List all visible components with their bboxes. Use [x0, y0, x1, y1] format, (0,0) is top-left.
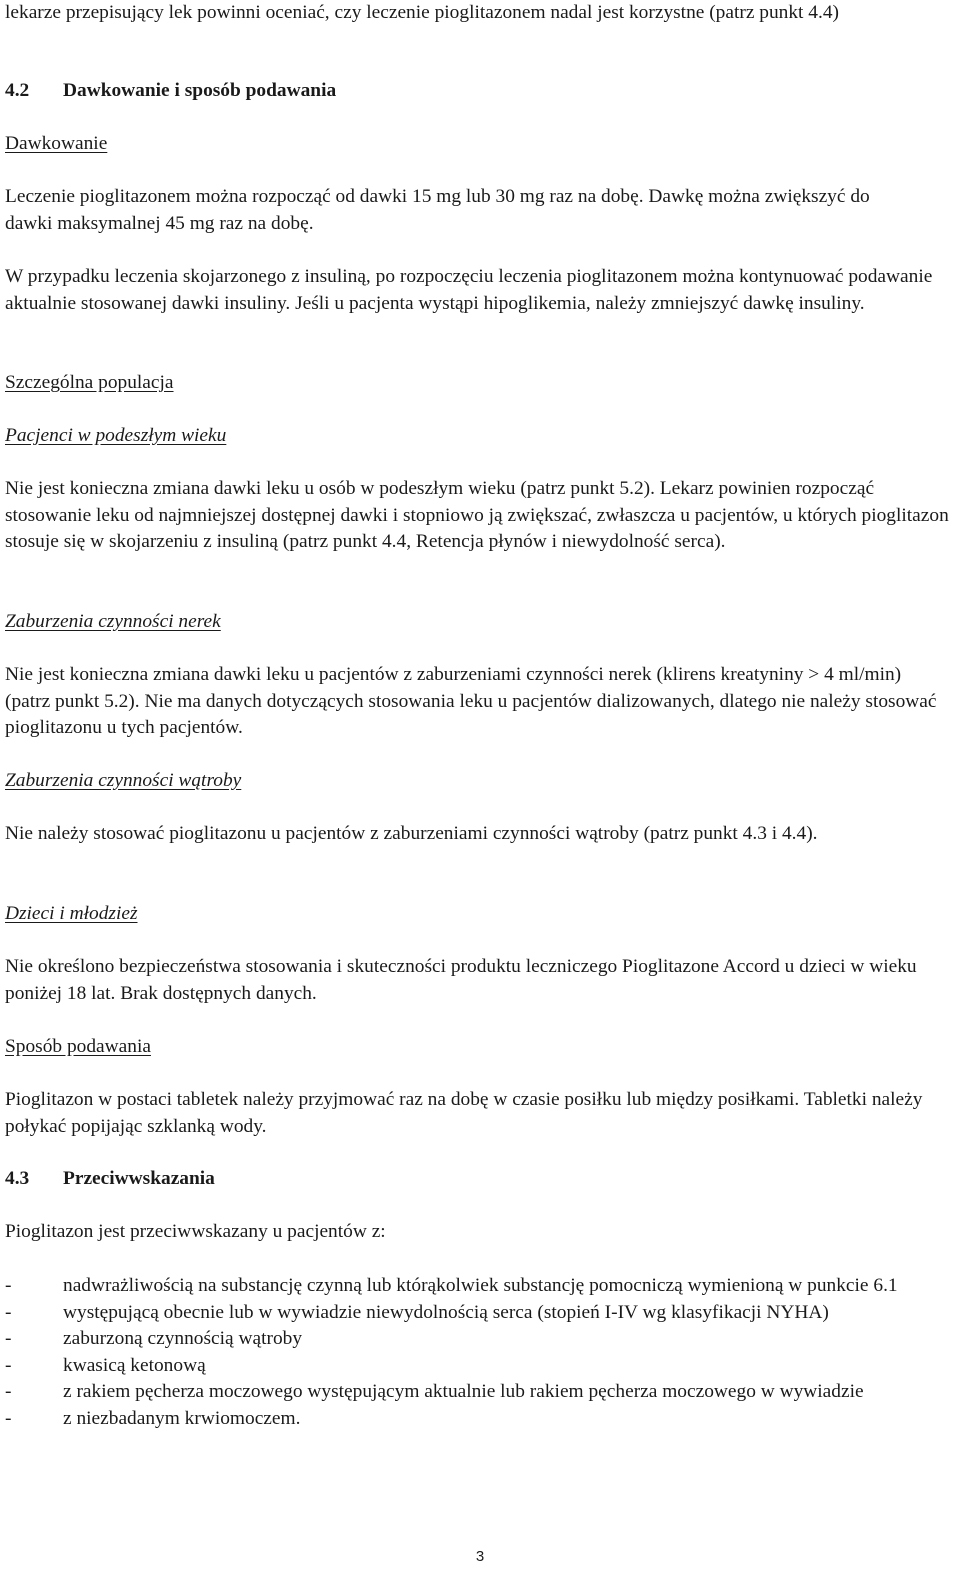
section-title: Dawkowanie i sposób podawania	[63, 80, 337, 101]
przeciwwskazania-list	[5, 1273, 955, 1432]
subheading-sposob-podawania: Sposób podawania	[5, 1036, 151, 1057]
dzieci-paragraph: Nie określono bezpieczeństwa stosowania i skuteczności produktu leczniczego Pioglitazone Accord u dzieci w wieku poniżej 18 lat. Brak dostępnych danych.	[5, 956, 917, 1004]
sposob-podawania-paragraph: Pioglitazon w postaci tabletek należy przyjmować raz na dobę w czasie posiłku lub między posiłkami. Tabletki należy połykać popijając szklanką wody.	[5, 1089, 923, 1137]
section-number: 4.3	[5, 1168, 30, 1189]
dawkowanie-paragraph-1: Leczenie pioglitazonem można rozpocząć od dawki 15 mg lub 30 mg raz na dobę. Dawkę można zwiększyć do dawki maksymalnej 45 mg raz na dobę.	[5, 186, 870, 234]
zaburzenia-watroby-paragraph: Nie należy stosować pioglitazonu u pacjentów z zaburzeniami czynności wątroby (patrz punkt 4.3 i 4.4).	[5, 823, 818, 844]
list-bullet: -	[5, 1301, 12, 1323]
list-item	[5, 1273, 948, 1300]
intro-paragraph: lekarze przepisujący lek powinni oceniać, czy leczenie pioglitazonem nadal jest korzystne (patrz punkt 4.4)	[5, 2, 839, 23]
list-item	[5, 1406, 955, 1433]
page-number: 3	[475, 1548, 485, 1565]
podeszly-wiek-paragraph: Nie jest konieczna zmiana dawki leku u osób w podeszłym wieku (patrz punkt 5.2). Lekarz powinien rozpocząć stosowanie leku od najmniejszej dostępnej dawki i stopniowo ją zwiększać, zwłaszcza u pacjentów, u których pioglitazon stosuje się w skojarzeniu z insuliną (patrz punkt 4.4, Retencja płynów i niewydolność serca).	[5, 478, 949, 552]
zaburzenia-nerek-paragraph: Nie jest konieczna zmiana dawki leku u pacjentów z zaburzeniami czynności nerek (klirens kreatyniny > 4 ml/min) (patrz punkt 5.2). Nie ma danych dotyczących stosowania leku u pacjentów dializowanych, dlatego nie należy stosować pioglitazonu u tych pacjentów.	[5, 664, 937, 738]
list-item	[5, 1379, 913, 1406]
section-number: 4.2	[5, 80, 30, 101]
subheading-zaburzenia-watroby: Zaburzenia czynności wątroby	[5, 770, 242, 791]
subheading-dawkowanie: Dawkowanie	[5, 133, 108, 154]
list-item	[5, 1353, 955, 1380]
dawkowanie-paragraph-2: W przypadku leczenia skojarzonego z insuliną, po rozpoczęciu leczenia pioglitazonem można kontynuować podawanie aktualnie stosowanej dawki insuliny. Jeśli u pacjenta wystąpi hipoglikemia, należy zmniejszyć dawkę insuliny.	[5, 266, 933, 314]
list-item-text: występującą obecnie lub w wywiadzie niewydolnością serca (stopień I-IV wg klasyfikacji NYHA)	[63, 1301, 829, 1323]
list-item-text: z rakiem pęcherza moczowego występującym aktualnie lub rakiem pęcherza moczowego w wywiadzie	[63, 1381, 864, 1402]
subheading-zaburzenia-nerek: Zaburzenia czynności nerek	[5, 611, 221, 632]
list-item-text: zaburzoną czynnością wątroby	[63, 1328, 303, 1349]
section-title: Przeciwwskazania	[63, 1168, 215, 1189]
list-item-text: nadwrażliwością na substancję czynną lub którąkolwiek substancję pomocniczą wymienioną w punkcie 6.1	[63, 1275, 898, 1296]
list-item-text: kwasicą ketonową	[63, 1354, 206, 1376]
list-bullet: -	[5, 1328, 12, 1349]
przeciwwskazania-intro: Pioglitazon jest przeciwwskazany u pacjentów z:	[5, 1221, 386, 1242]
list-bullet: -	[5, 1407, 12, 1429]
subheading-dzieci: Dzieci i młodzież	[5, 903, 138, 924]
list-bullet: -	[5, 1381, 12, 1402]
list-bullet: -	[5, 1275, 12, 1296]
section-4-2-heading	[5, 78, 336, 105]
list-item	[5, 1326, 955, 1353]
section-4-3-heading	[5, 1166, 215, 1193]
list-item	[5, 1300, 903, 1327]
list-bullet: -	[5, 1354, 12, 1376]
subheading-szczegolna-populacja: Szczególna populacja	[5, 372, 174, 393]
list-item-text: z niezbadanym krwiomoczem.	[63, 1407, 301, 1429]
subheading-podeszly-wiek: Pacjenci w podeszłym wieku	[5, 425, 227, 446]
